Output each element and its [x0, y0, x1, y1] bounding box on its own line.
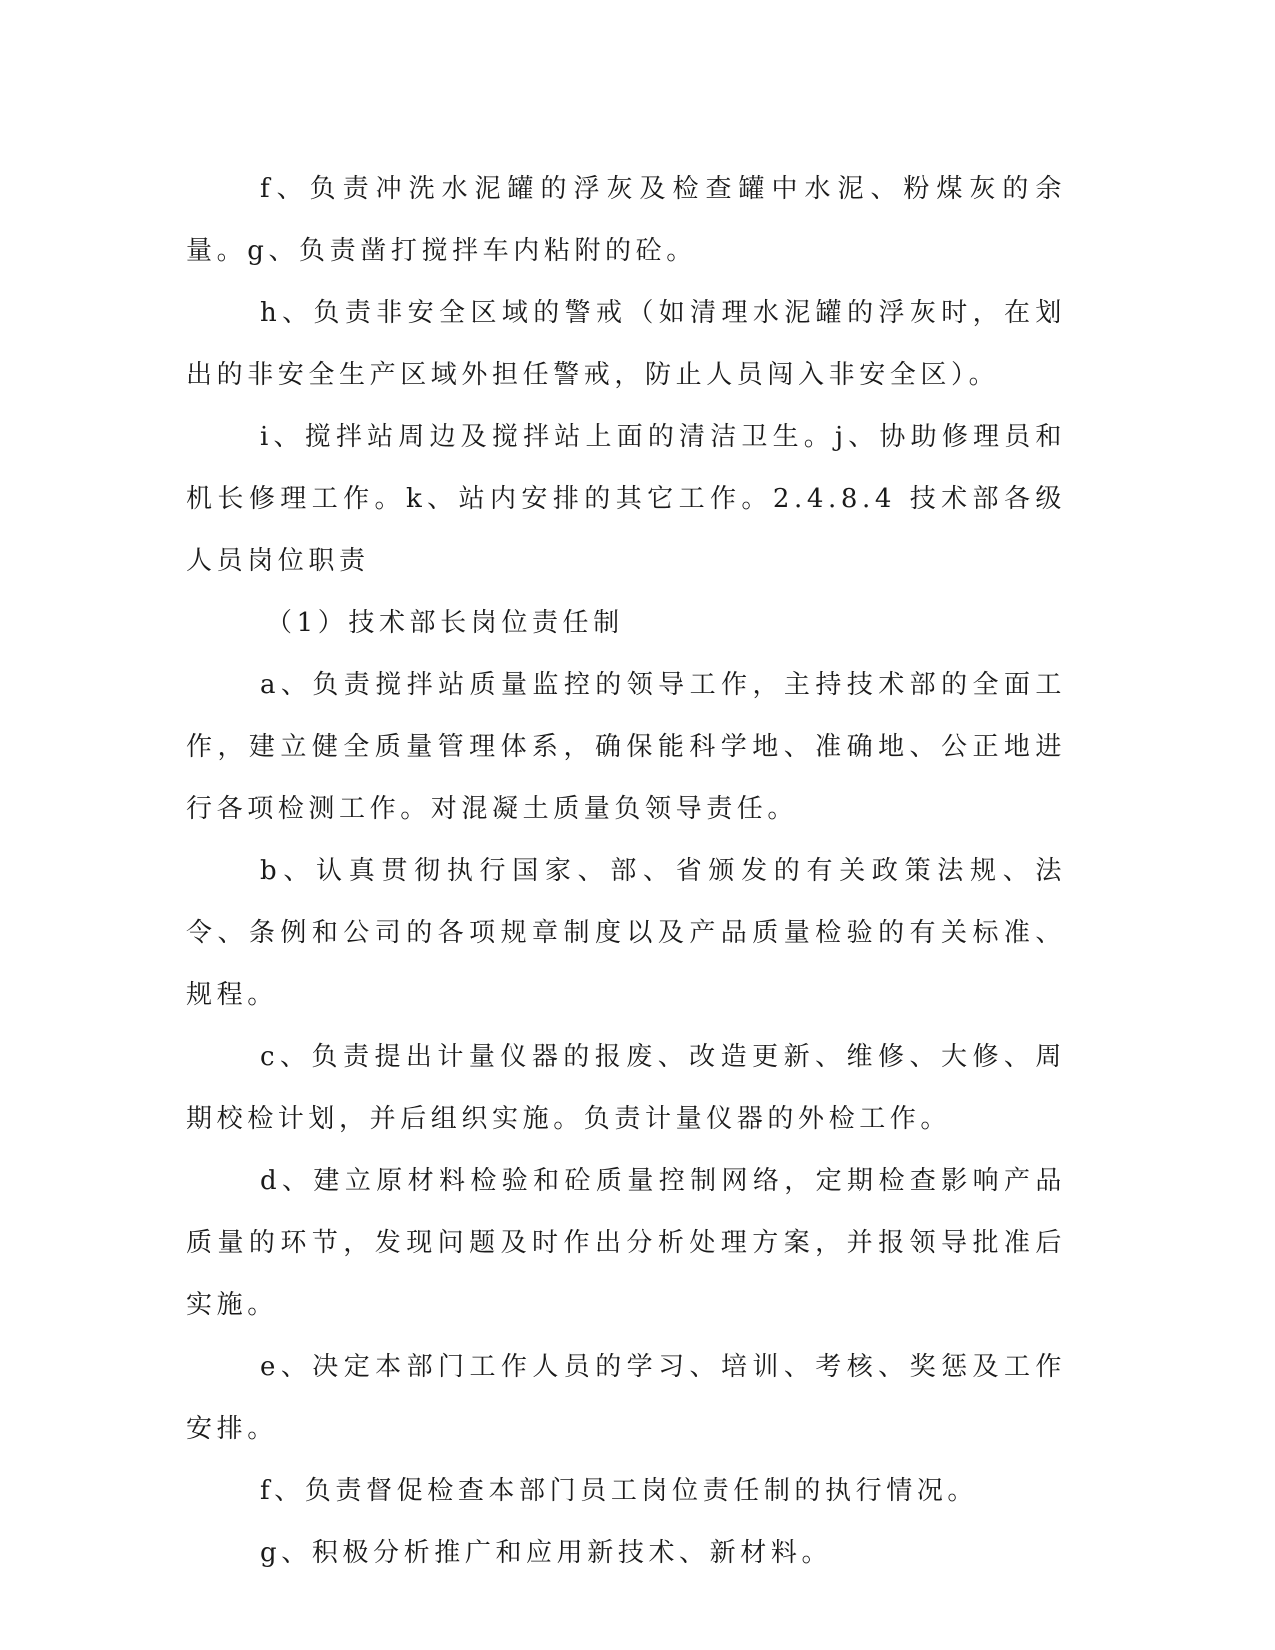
- paragraph-g-new-technology: g、积极分析推广和应用新技术、新材料。: [260, 1538, 833, 1568]
- paragraph-i-station-hygiene: i、搅拌站周边及搅拌站上面的清洁卫生。j、协助修理员和机长修理工作。k、站内安排的其它工作。2.4.8.4 技术部各级人员岗位职责: [186, 422, 1066, 576]
- document-body: [186, 158, 1066, 1584]
- paragraph-h-safety-guard: h、负责非安全区域的警戒（如清理水泥罐的浮灰时，在划出的非安全生产区域外担任警戒，防止人员闯入非安全区）。: [186, 298, 1066, 390]
- paragraph-f-cleaning-tanks: f、负责冲洗水泥罐的浮灰及检查罐中水泥、粉煤灰的余量。g、负责凿打搅拌车内粘附的砼。: [186, 174, 1066, 266]
- section-heading-tech-director: （1）技术部长岗位责任制: [266, 608, 624, 638]
- paragraph-f-responsibility-supervision: f、负责督促检查本部门员工岗位责任制的执行情况。: [260, 1476, 979, 1506]
- paragraph-c-instrument-calibration: c、负责提出计量仪器的报废、改造更新、维修、大修、周期校检计划，并后组织实施。负责计量仪器的外检工作。: [186, 1042, 1066, 1134]
- paragraph-a-quality-leadership: a、负责搅拌站质量监控的领导工作，主持技术部的全面工作，建立健全质量管理体系，确保能科学地、准确地、公正地进行各项检测工作。对混凝土质量负领导责任。: [186, 670, 1066, 824]
- paragraph-d-quality-control-network: d、建立原材料检验和砼质量控制网络，定期检查影响产品质量的环节，发现问题及时作出分析处理方案，并报领导批准后实施。: [186, 1166, 1066, 1320]
- paragraph-b-policy-compliance: b、认真贯彻执行国家、部、省颁发的有关政策法规、法令、条例和公司的各项规章制度以及产品质量检验的有关标准、规程。: [186, 856, 1066, 1010]
- paragraph-e-staff-training: e、决定本部门工作人员的学习、培训、考核、奖惩及工作安排。: [186, 1352, 1066, 1444]
